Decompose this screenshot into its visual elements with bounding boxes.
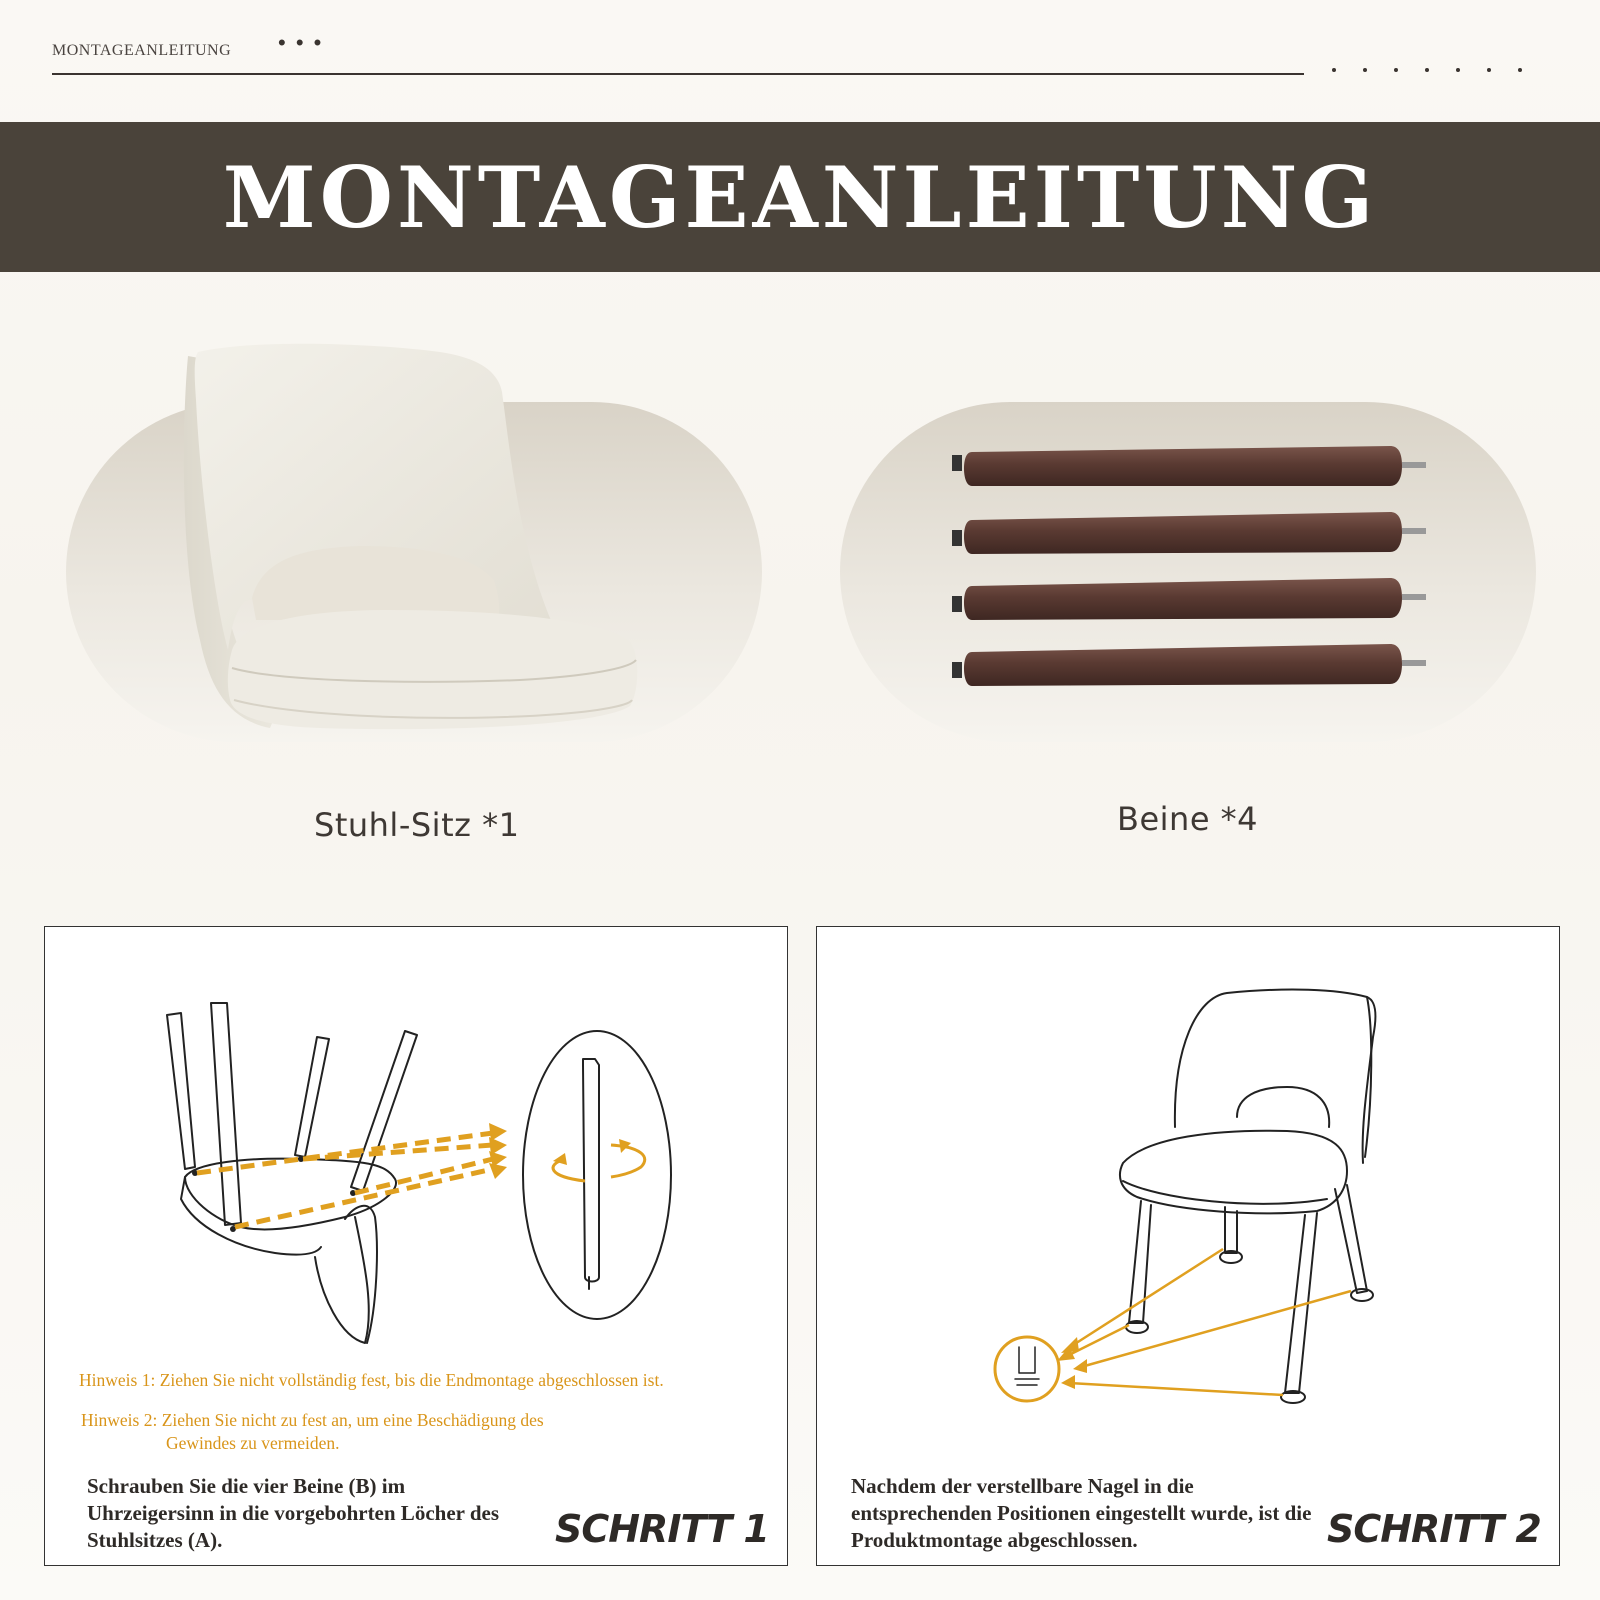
step-2-diagram: [817, 927, 1561, 1567]
legs-label: Beine *4: [1117, 800, 1259, 838]
step-1-hint-2-line-1: Hinweis 2: Ziehen Sie nicht zu fest an, um eine Beschädigung des: [81, 1410, 544, 1430]
step-1-instruction: Schrauben Sie die vier Beine (B) im Uhrzeigersinn in die vorgebohrten Löcher des Stuhlsitzes (A).: [87, 1474, 500, 1552]
leg-4: [952, 644, 1426, 686]
step-1-diagram: [45, 927, 789, 1567]
seat-label: Stuhl-Sitz *1: [314, 806, 520, 844]
step-2-label: SCHRITT 2: [1327, 1507, 1541, 1551]
step-1-hint-2: [81, 1409, 681, 1455]
leg-2: [952, 512, 1426, 554]
step-1-hint-1: Hinweis 1: Ziehen Sie nicht vollständig fest, bis die Endmontage abgeschlossen ist.: [79, 1370, 664, 1390]
leg-3: [952, 578, 1426, 620]
step-2-panel: [816, 926, 1560, 1566]
step-1-hint-2-line-2: Gewindes zu vermeiden.: [166, 1433, 340, 1453]
leg-1: [952, 446, 1426, 486]
header-small-label: MONTAGEANLEITUNG: [52, 42, 232, 59]
step-1-panel: [44, 926, 788, 1566]
step-2-instruction: Nachdem der verstellbare Nagel in die entsprechenden Positionen eingestellt wurde, ist die Produktmontage abgeschlossen.: [851, 1474, 1312, 1552]
step-1-label: SCHRITT 1: [555, 1507, 769, 1551]
header-ellipsis: • • •: [278, 30, 324, 55]
page-title: MONTAGEANLEITUNG: [222, 147, 1378, 247]
